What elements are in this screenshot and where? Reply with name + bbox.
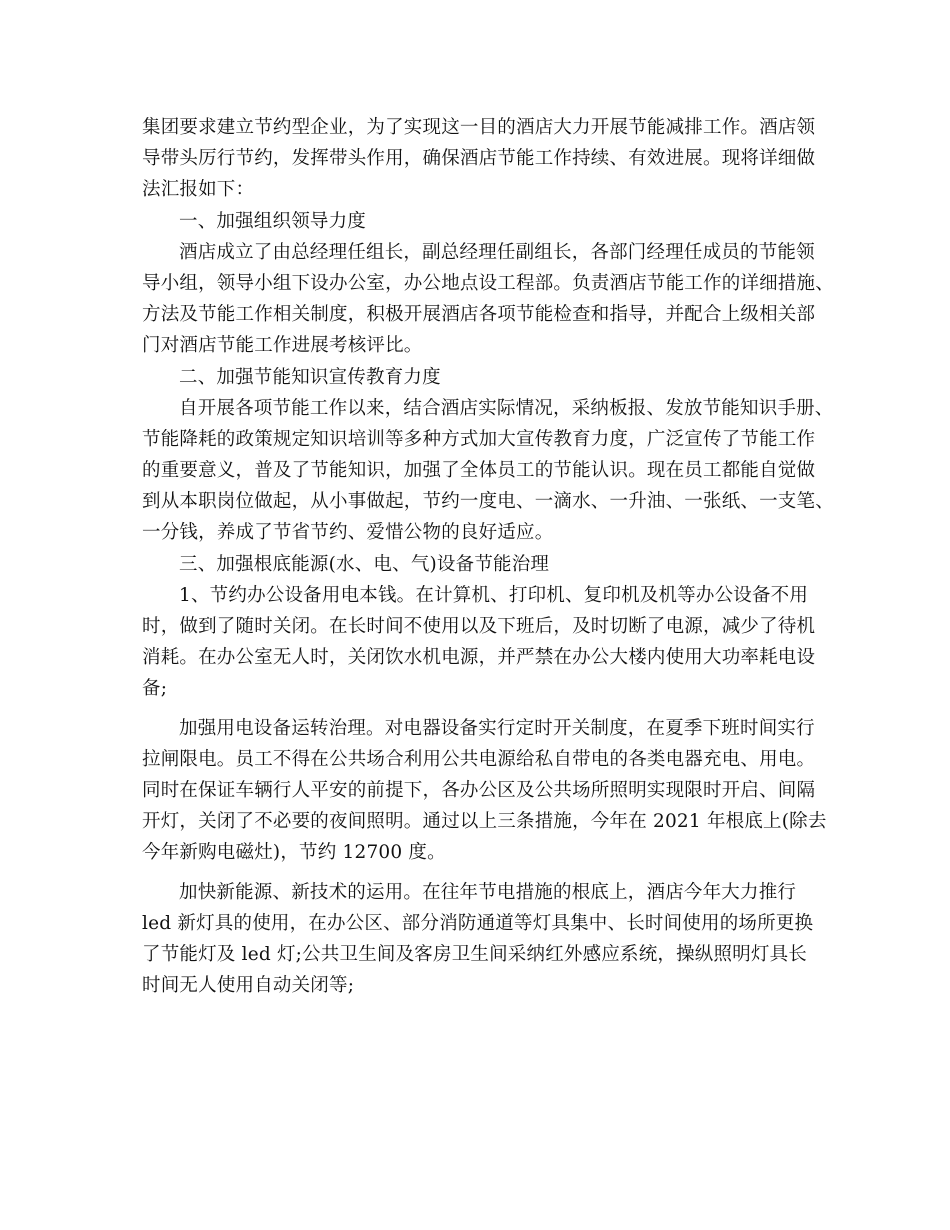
text-line: 1、节约办公设备用电本钱。在计算机、打印机、复印机及机等办公设备不用 xyxy=(179,584,809,606)
section-heading-3 xyxy=(142,549,810,580)
paragraph-equipment-operation xyxy=(142,713,827,869)
section-heading-2 xyxy=(142,362,810,393)
text-line: 今年新购电磁灶)，节约 12700 度。 xyxy=(142,842,446,864)
text-line: 加快新能源、新技术的运用。在往年节电措施的根底上，酒店今年大力推行 xyxy=(179,881,797,903)
text-line: 集团要求建立节约型企业，为了实现这一目的酒店大力开展节能减排工作。酒店领 xyxy=(142,117,816,138)
text-line: 了节能灯及 led 灯;公共卫生间及客房卫生间采纳红外感应系统，操纵照明灯具长 xyxy=(142,943,808,965)
text-line: 拉闸限电。员工不得在公共场合利用公共电源给私自带电的各类电器充电、用电。 xyxy=(142,748,816,770)
text-line: led 新灯具的使用，在办公区、部分消防通道等灯具集中、长时间使用的场所更换 xyxy=(142,912,814,934)
text-line: 酒店成立了由总经理任组长，副总经理任副组长，各部门经理任成员的节能领 xyxy=(179,241,815,263)
text-line: 法汇报如下： xyxy=(142,179,255,201)
text-line: 开灯，关闭了不必要的夜间照明。通过以上三条措施，今年在 2021 年根底上(除去 xyxy=(142,811,827,833)
heading-line: 一、加强组织领导力度 xyxy=(179,210,367,232)
text-line: 加强用电设备运转治理。对电器设备实行定时开关制度，在夏季下班时间实行 xyxy=(179,717,815,739)
text-line: 的重要意义，普及了节能知识，加强了全体员工的节能认识。现在员工都能自觉做 xyxy=(142,460,816,482)
paragraph-organization xyxy=(142,237,834,362)
document-body xyxy=(142,112,834,1001)
text-line: 备; xyxy=(142,678,168,700)
text-line: 自开展各项节能工作以来，结合酒店实际情况，采纳板报、发放节能知识手册、 xyxy=(179,397,834,419)
text-line: 导带头厉行节约，发挥带头作用，确保酒店节能工作持续、有效进展。现将详细做 xyxy=(142,148,816,170)
paragraph-new-technology xyxy=(142,877,814,1002)
text-line: 时，做到了随时关闭。在长时间不使用以及下班后，及时切断了电源，减少了待机 xyxy=(142,616,816,637)
text-line: 导小组，领导小组下设办公室，办公地点设工程部。负责酒店节能工作的详细措施、 xyxy=(142,272,834,294)
section-heading-1 xyxy=(142,206,810,237)
text-line: 到从本职岗位做起，从小事做起，节约一度电、一滴水、一升油、一张纸、一支笔、 xyxy=(142,491,834,513)
text-line: 消耗。在办公室无人时，关闭饮水机电源，并严禁在办公大楼内使用大功率耗电设 xyxy=(142,647,816,669)
text-line: 同时在保证车辆行人平安的前提下，各办公区及公共场所照明实现限时开启、间隔 xyxy=(142,779,816,801)
text-line: 时间无人使用自动关闭等; xyxy=(142,975,355,997)
paragraph-office-equipment xyxy=(142,580,816,705)
text-line: 门对酒店节能工作进展考核评比。 xyxy=(142,335,423,357)
text-line: 一分钱，养成了节省节约、爱惜公物的良好适应。 xyxy=(142,522,554,544)
heading-line: 三、加强根底能源(水、电、气)设备节能治理 xyxy=(179,553,550,575)
paragraph-intro xyxy=(142,112,816,206)
paragraph-education xyxy=(142,393,834,549)
text-line: 节能降耗的政策规定知识培训等多种方式加大宣传教育力度，广泛宣传了节能工作 xyxy=(142,428,816,450)
text-line: 方法及节能工作相关制度，积极开展酒店各项节能检查和指导，并配合上级相关部 xyxy=(142,304,816,326)
heading-line: 二、加强节能知识宣传教育力度 xyxy=(179,366,441,388)
